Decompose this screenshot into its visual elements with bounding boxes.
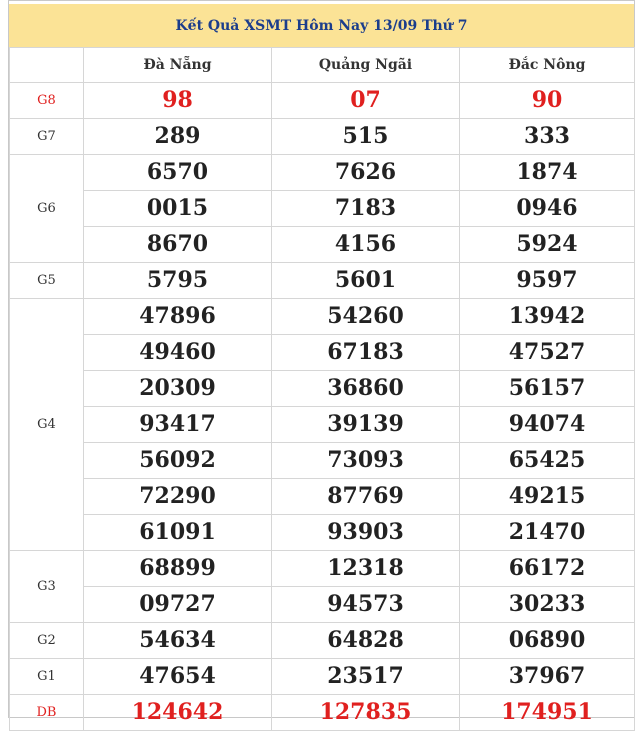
result-number: 87769 (327, 483, 404, 509)
prize-row (10, 407, 635, 443)
result-cell (272, 191, 460, 227)
prize-row (10, 83, 635, 119)
result-cell (84, 335, 272, 371)
result-number: 21470 (508, 519, 586, 545)
prize-label: G4 (10, 299, 84, 551)
prize-row (10, 371, 635, 407)
result-number: 73093 (327, 447, 404, 473)
prize-row (10, 695, 635, 731)
result-number: 13942 (508, 303, 586, 329)
prize-label: G7 (10, 119, 84, 155)
result-number: 47654 (139, 663, 216, 689)
result-cell (272, 623, 460, 659)
result-number: 0015 (146, 195, 209, 221)
result-cell (84, 227, 272, 263)
result-cell (84, 119, 272, 155)
prize-label: G3 (10, 551, 84, 623)
result-number: 56092 (139, 447, 216, 473)
province-header: Quảng Ngãi (272, 48, 460, 83)
result-number: 66172 (508, 555, 586, 581)
prize-label: G6 (10, 155, 84, 263)
result-cell (272, 263, 460, 299)
result-cell (460, 515, 635, 551)
result-number: 0946 (516, 195, 578, 221)
result-cell (84, 263, 272, 299)
result-number: 65425 (508, 447, 586, 473)
result-cell (272, 119, 460, 155)
result-number: 47896 (139, 303, 216, 329)
result-cell (272, 227, 460, 263)
result-cell (460, 443, 635, 479)
result-cell (84, 191, 272, 227)
result-number: 20309 (139, 375, 216, 401)
result-cell (460, 551, 635, 587)
result-number: 93903 (327, 519, 404, 545)
result-number: 67183 (327, 339, 404, 365)
result-cell (460, 695, 635, 731)
result-number: 9597 (516, 267, 578, 293)
result-number: 64828 (327, 627, 404, 653)
result-number: 39139 (327, 411, 404, 437)
prize-row (10, 659, 635, 695)
result-cell (84, 551, 272, 587)
result-number: 09727 (139, 591, 216, 617)
result-cell (272, 335, 460, 371)
result-cell (84, 479, 272, 515)
result-cell (460, 479, 635, 515)
result-number: 1874 (516, 159, 578, 185)
result-number: 90 (531, 87, 563, 113)
result-cell (272, 479, 460, 515)
result-cell (84, 659, 272, 695)
result-cell (84, 371, 272, 407)
result-cell (272, 407, 460, 443)
result-number: 49460 (139, 339, 216, 365)
result-cell (460, 407, 635, 443)
result-cell (272, 515, 460, 551)
prize-row (10, 515, 635, 551)
result-cell (460, 155, 635, 191)
result-cell (272, 299, 460, 335)
result-number: 289 (154, 123, 201, 149)
prize-row (10, 479, 635, 515)
result-number: 61091 (139, 519, 216, 545)
result-cell (84, 587, 272, 623)
result-cell (84, 83, 272, 119)
result-cell (272, 443, 460, 479)
result-number: 36860 (327, 375, 404, 401)
prize-row (10, 335, 635, 371)
result-cell (84, 623, 272, 659)
prize-row (10, 119, 635, 155)
prize-row (10, 263, 635, 299)
result-number: 7626 (334, 159, 397, 185)
result-number: 127835 (319, 699, 412, 725)
result-number: 49215 (508, 483, 586, 509)
result-number: 5795 (146, 267, 209, 293)
result-cell (272, 695, 460, 731)
result-number: 4156 (334, 231, 397, 257)
result-number: 515 (342, 123, 389, 149)
result-cell (272, 659, 460, 695)
prize-row (10, 191, 635, 227)
result-number: 07 (350, 87, 381, 113)
result-cell (272, 83, 460, 119)
corner-cell (10, 48, 84, 83)
result-cell (460, 119, 635, 155)
prize-row (10, 443, 635, 479)
result-cell (84, 515, 272, 551)
result-cell (460, 623, 635, 659)
result-number: 5601 (334, 267, 397, 293)
result-cell (84, 443, 272, 479)
prize-row (10, 551, 635, 587)
result-number: 54634 (139, 627, 216, 653)
result-number: 30233 (508, 591, 586, 617)
result-cell (460, 587, 635, 623)
result-number: 7183 (334, 195, 397, 221)
result-number: 333 (524, 123, 570, 149)
result-number: 68899 (139, 555, 216, 581)
result-cell (84, 155, 272, 191)
result-cell (84, 407, 272, 443)
prize-row (10, 227, 635, 263)
result-number: 8670 (146, 231, 209, 257)
result-cell (272, 551, 460, 587)
province-header: Đắc Nông (460, 48, 635, 83)
result-cell (84, 299, 272, 335)
result-number: 93417 (139, 411, 216, 437)
province-header-row (10, 48, 635, 83)
result-cell (460, 371, 635, 407)
result-cell (460, 227, 635, 263)
result-number: 72290 (139, 483, 216, 509)
prize-row (10, 155, 635, 191)
prize-row (10, 587, 635, 623)
result-number: 47527 (508, 339, 586, 365)
result-cell (84, 695, 272, 731)
prize-table-body (10, 83, 635, 731)
result-number: 06890 (508, 627, 586, 653)
result-number: 37967 (508, 663, 586, 689)
result-cell (272, 587, 460, 623)
result-number: 94074 (508, 411, 586, 437)
result-number: 23517 (327, 663, 404, 689)
prize-label: G5 (10, 263, 84, 299)
result-number: 98 (162, 87, 193, 113)
result-number: 124642 (131, 699, 224, 725)
prize-row (10, 299, 635, 335)
result-number: 94573 (327, 591, 404, 617)
result-cell (460, 659, 635, 695)
result-number: 5924 (516, 231, 578, 257)
result-cell (460, 335, 635, 371)
result-cell (460, 191, 635, 227)
result-cell (460, 299, 635, 335)
result-number: 6570 (146, 159, 209, 185)
result-number: 12318 (327, 555, 404, 581)
results-title: Kết Quả XSMT Hôm Nay 13/09 Thứ 7 (9, 4, 634, 47)
prize-label: G8 (10, 83, 84, 119)
result-number: 56157 (508, 375, 586, 401)
result-cell (272, 371, 460, 407)
result-cell (460, 83, 635, 119)
prize-label: G1 (10, 659, 84, 695)
result-number: 174951 (501, 699, 593, 725)
result-cell (460, 263, 635, 299)
lottery-results-table (9, 47, 635, 731)
prize-label: G2 (10, 623, 84, 659)
result-cell (272, 155, 460, 191)
prize-label: DB (10, 695, 84, 731)
prize-row (10, 623, 635, 659)
province-header: Đà Nẵng (84, 48, 272, 83)
result-number: 54260 (327, 303, 404, 329)
